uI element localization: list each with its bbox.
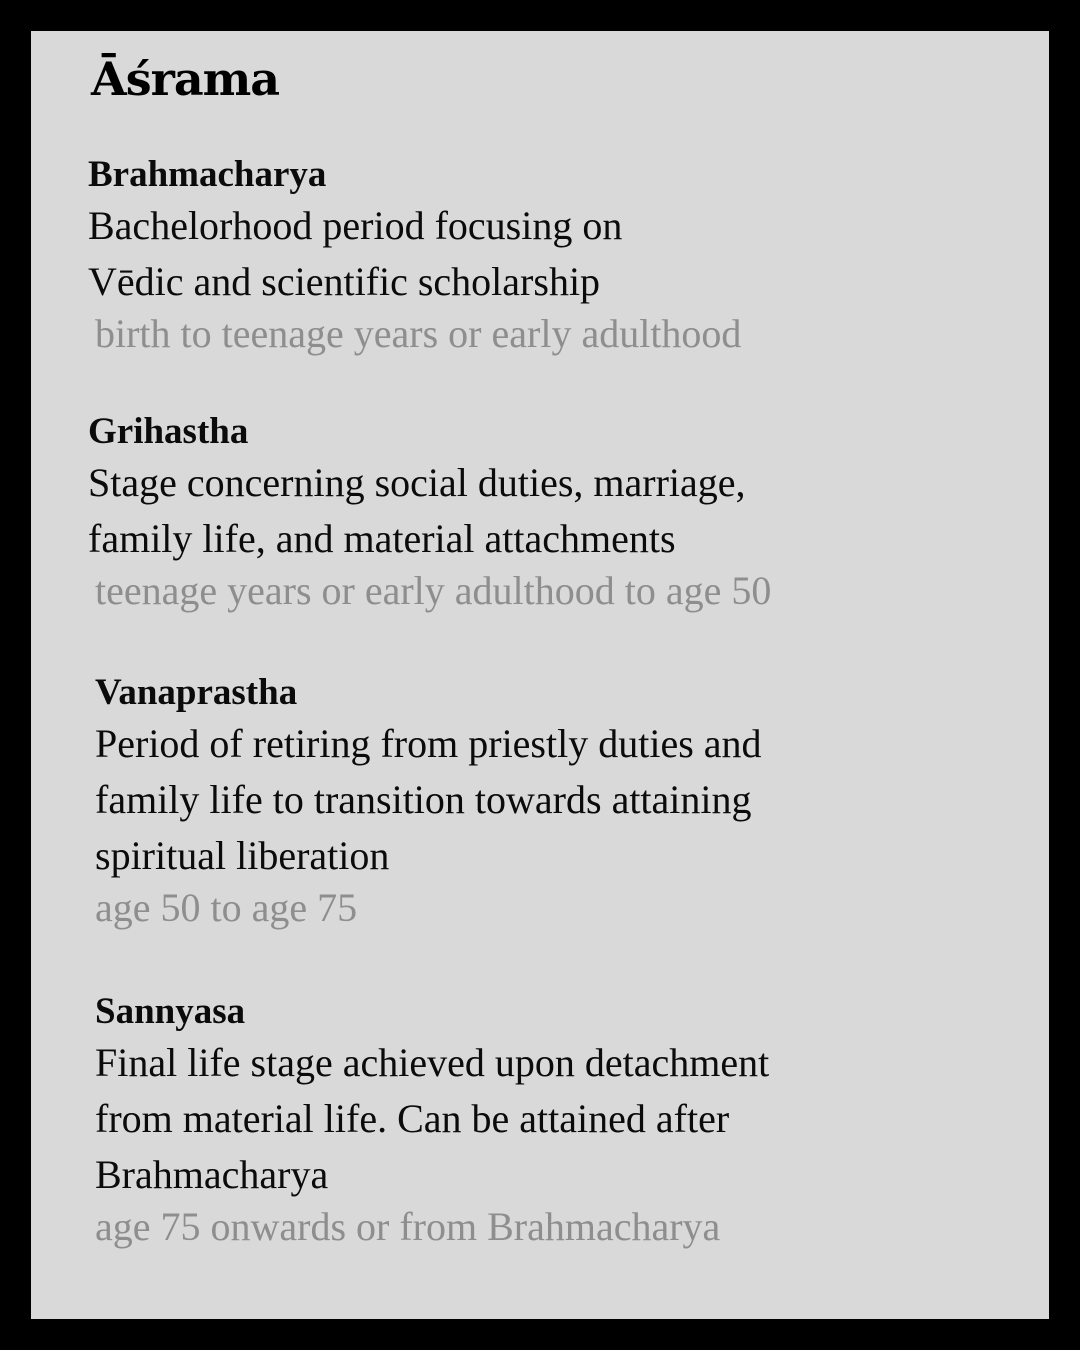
stage-age-range: age 75 onwards or from Brahmacharya: [95, 1204, 721, 1249]
stage-description: Final life stage achieved upon detachment from material life. Can be attained after Brahmacharya: [95, 1040, 770, 1197]
stage-age-range: age 50 to age 75: [95, 885, 358, 930]
stage-description: Stage concerning social duties, marriage, family life, and material attachments: [88, 460, 746, 561]
stage-age-range: birth to teenage years or early adulthood: [95, 311, 742, 356]
stage-name: Vanaprastha: [95, 672, 298, 713]
stage-name: Brahmacharya: [88, 154, 327, 195]
stage-brahmacharya: [88, 154, 988, 358]
asrama-card: [31, 31, 1049, 1319]
stage-description: Bachelorhood period focusing on Vēdic and scientific scholarship: [88, 203, 623, 304]
stage-age-range: teenage years or early adulthood to age 50: [95, 568, 772, 613]
stage-name: Sannyasa: [95, 991, 246, 1032]
stage-grihastha: [88, 411, 988, 615]
page-title: Āśrama: [91, 52, 280, 106]
stage-name: Grihastha: [88, 411, 249, 452]
stage-vanaprastha: [95, 672, 995, 932]
stage-sannyasa: [95, 991, 995, 1251]
stage-description: Period of retiring from priestly duties and family life to transition towards attaining spiritual liberation: [95, 721, 762, 878]
